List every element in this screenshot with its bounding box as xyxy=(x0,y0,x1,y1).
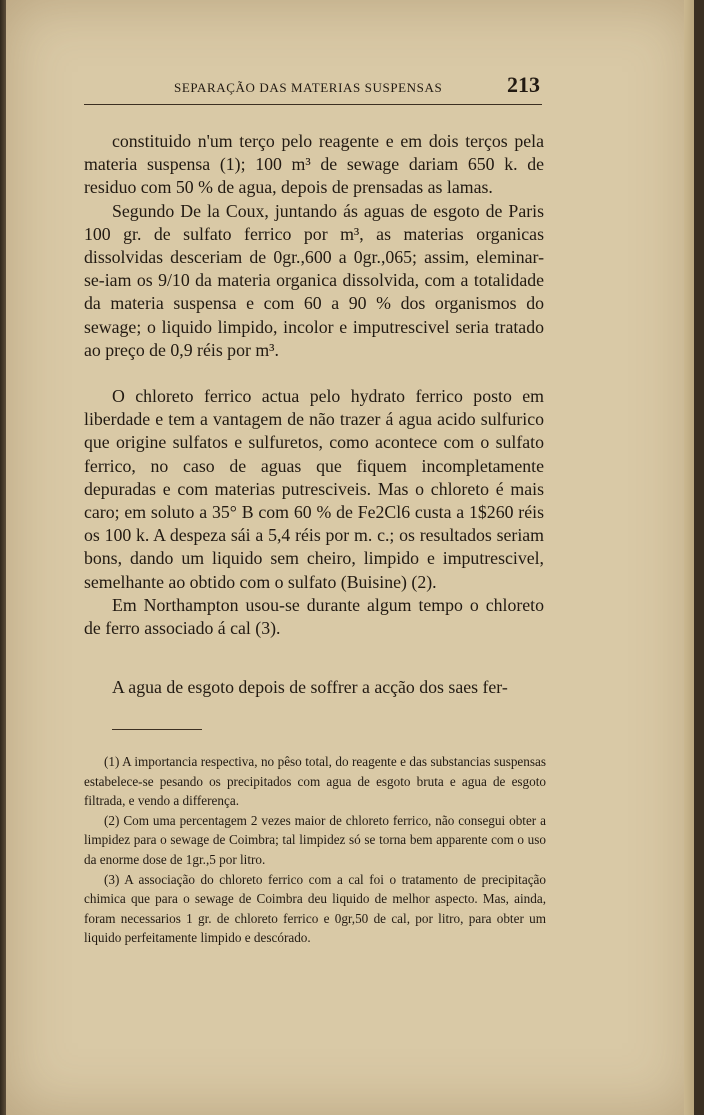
footnote-1: (1) A importancia respectiva, no pêso total, do reagente e das substancias suspensas estabelece-se pesando os precipitados com agua de esgoto bruta e agua de esgoto filtrada, e vendo a differença. xyxy=(84,754,546,809)
paragraph-3: O chloreto ferrico actua pelo hydrato ferrico posto em liberdade e tem a vantagem de não trazer á agua acido sulfurico que origine sulfatos e sulfuretos, como acontece com o sulfato ferrico, no caso de aguas que fiquem incompletamente depuradas e com materias putresciveis. Mas o chloreto é mais caro; em soluto a 35° B com 60 % de Fe2Cl6 custa a 1$260 réis os 100 k. A despeza sái a 5,4 réis por m. c.; os resultados seriam bons, dando um liquido sem cheiro, limpido e imputrescivel, semelhante ao obtido com o sulfato (Buisine) (2). xyxy=(84,386,544,592)
footnote-2: (2) Com uma percentagem 2 vezes maior de chloreto ferrico, não consegui obter a limpidez para o sewage de Coimbra; tal limpidez só se torna bem apparente com o uso da enorme dose de 1gr.,5 por litro. xyxy=(84,812,546,867)
paragraph-2: Segundo De la Coux, juntando ás aguas de esgoto de Paris 100 gr. de sulfato ferrico por m³, as materias organicas dissolvidas desceriam de 0gr.,600 a 0gr.,065; assim, eleminar-se-iam os 9/10 da materia organica dissolvida, com a totalidade da materia suspensa e com 60 a 90 % dos organismos do sewage; o liquido limpido, incolor e imputrescivel seria tratado ao preço de 0,9 réis por m³. xyxy=(84,200,544,360)
main-text xyxy=(84,130,544,699)
footnote-3: (3) A associação do chloreto ferrico com a cal foi o tratamento de precipitação chimica que para o sewage de Coimbra deu liquido de melhor aspecto. Mas, ainda, foram necessarios 1 gr. de chloreto ferrico e 0gr,50 de cal, por litro, para obter um liquido perfeitamente limpido e descórado. xyxy=(84,871,546,946)
running-head: SEPARAÇÃO DAS MATERIAS SUSPENSAS xyxy=(174,80,443,95)
paragraph-4: Em Northampton usou-se durante algum tempo o chloreto de ferro associado á cal (3). xyxy=(84,594,544,639)
page-number: 213 xyxy=(507,72,540,97)
footnote-divider xyxy=(112,729,202,730)
footnotes xyxy=(84,752,546,948)
paragraph-5: A agua de esgoto depois de soffrer a acção dos saes fer- xyxy=(112,677,508,698)
page-header xyxy=(84,70,542,105)
paragraph-1: constituido n'um terço pelo reagente e em dois terços pela materia suspensa (1); 100 m³ de sewage dariam 650 k. de residuo com 50 % de agua, depois de prensadas as lamas. xyxy=(84,131,544,198)
